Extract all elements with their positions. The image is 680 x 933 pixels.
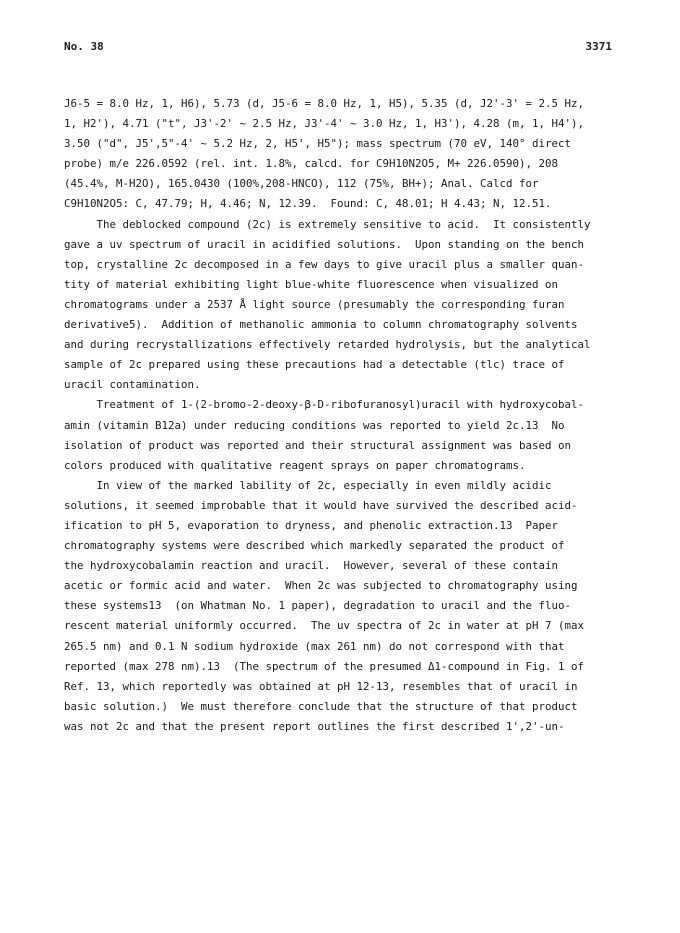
text-line: these systems13 (on Whatman No. 1 paper), degradation to uracil and the fluo- [64, 599, 572, 613]
text-line: sample of 2c prepared using these precautions had a detectable (tlc) trace of [64, 358, 565, 372]
text-line: gave a uv spectrum of uracil in acidified solutions. Upon standing on the bench [64, 237, 585, 251]
text-line: 265.5 nm) and 0.1 N sodium hydroxide (max 261 nm) do not correspond with that [64, 639, 565, 653]
article-body [64, 94, 634, 737]
text-line: top, crystalline 2c decomposed in a few days to give uracil plus a smaller quan- [64, 257, 585, 271]
text-line: C9H10N2O5: C, 47.79; H, 4.46; N, 12.39. Found: C, 48.01; H 4.43; N, 12.51. [64, 197, 552, 211]
page-number: 3371 [585, 40, 612, 53]
text-line: tity of material exhibiting light blue-white fluorescence when visualized on [64, 277, 559, 291]
text-line: colors produced with qualitative reagent sprays on paper chromatograms. [64, 458, 526, 472]
text-line: ification to pH 5, evaporation to dryness, and phenolic extraction.13 Paper [64, 518, 559, 532]
text-line: 3.50 ("d", J5',5"-4' ~ 5.2 Hz, 2, H5', H5"); mass spectrum (70 eV, 140° direct [64, 137, 572, 151]
text-line: and during recrystallizations effectively retarded hydrolysis, but the analytical [64, 338, 591, 352]
text-line: The deblocked compound (2c) is extremely sensitive to acid. It consistently [64, 217, 591, 231]
text-line: the hydroxycobalamin reaction and uracil. However, several of these contain [64, 559, 559, 573]
text-line: J6-5 = 8.0 Hz, 1, H6), 5.73 (d, J5-6 = 8.0 Hz, 1, H5), 5.35 (d, J2'-3' = 2.5 Hz, [64, 97, 585, 110]
text-line: reported (max 278 nm).13 (The spectrum of the presumed Δ1-compound in Fig. 1 of [64, 659, 585, 673]
issue-number: No. 38 [64, 40, 104, 53]
text-line: chromatograms under a 2537 Å light source (presumably the corresponding furan [64, 297, 565, 311]
text-line: acetic or formic acid and water. When 2c was subjected to chromatography using [64, 579, 578, 593]
text-line: solutions, it seemed improbable that it would have survived the described acid- [64, 498, 578, 512]
text-line: probe) m/e 226.0592 (rel. int. 1.8%, calcd. for C9H10N2O5, M+ 226.0590), 208 [64, 157, 559, 171]
text-line: Treatment of 1-(2-bromo-2-deoxy-β-D-ribofuranosyl)uracil with hydroxycobal- [64, 398, 585, 412]
text-line: uracil contamination. [64, 378, 201, 392]
text-line: chromatography systems were described which markedly separated the product of [64, 539, 565, 553]
text-line: (45.4%, M-H2O), 165.0430 (100%,208-HNCO), 112 (75%, BH+); Anal. Calcd for [64, 177, 539, 191]
text-line: In view of the marked lability of 2c, especially in even mildly acidic [64, 478, 552, 492]
text-line: derivative5). Addition of methanolic ammonia to column chromatography solvents [64, 318, 578, 332]
text-line: Ref. 13, which reportedly was obtained at pH 12-13, resembles that of uracil in [64, 679, 578, 693]
text-line: was not 2c and that the present report outlines the first described 1',2'-un- [64, 719, 565, 733]
text-line: amin (vitamin B12a) under reducing conditions was reported to yield 2c.13 No [64, 418, 565, 432]
text-line: isolation of product was reported and their structural assignment was based on [64, 438, 572, 452]
text-line: 1, H2'), 4.71 ("t", J3'-2' ~ 2.5 Hz, J3'-4' ~ 3.0 Hz, 1, H3'), 4.28 (m, 1, H4'), [64, 117, 585, 131]
text-line: rescent material uniformly occurred. The uv spectra of 2c in water at pH 7 (max [64, 619, 585, 633]
text-line: basic solution.) We must therefore conclude that the structure of that product [64, 699, 578, 713]
